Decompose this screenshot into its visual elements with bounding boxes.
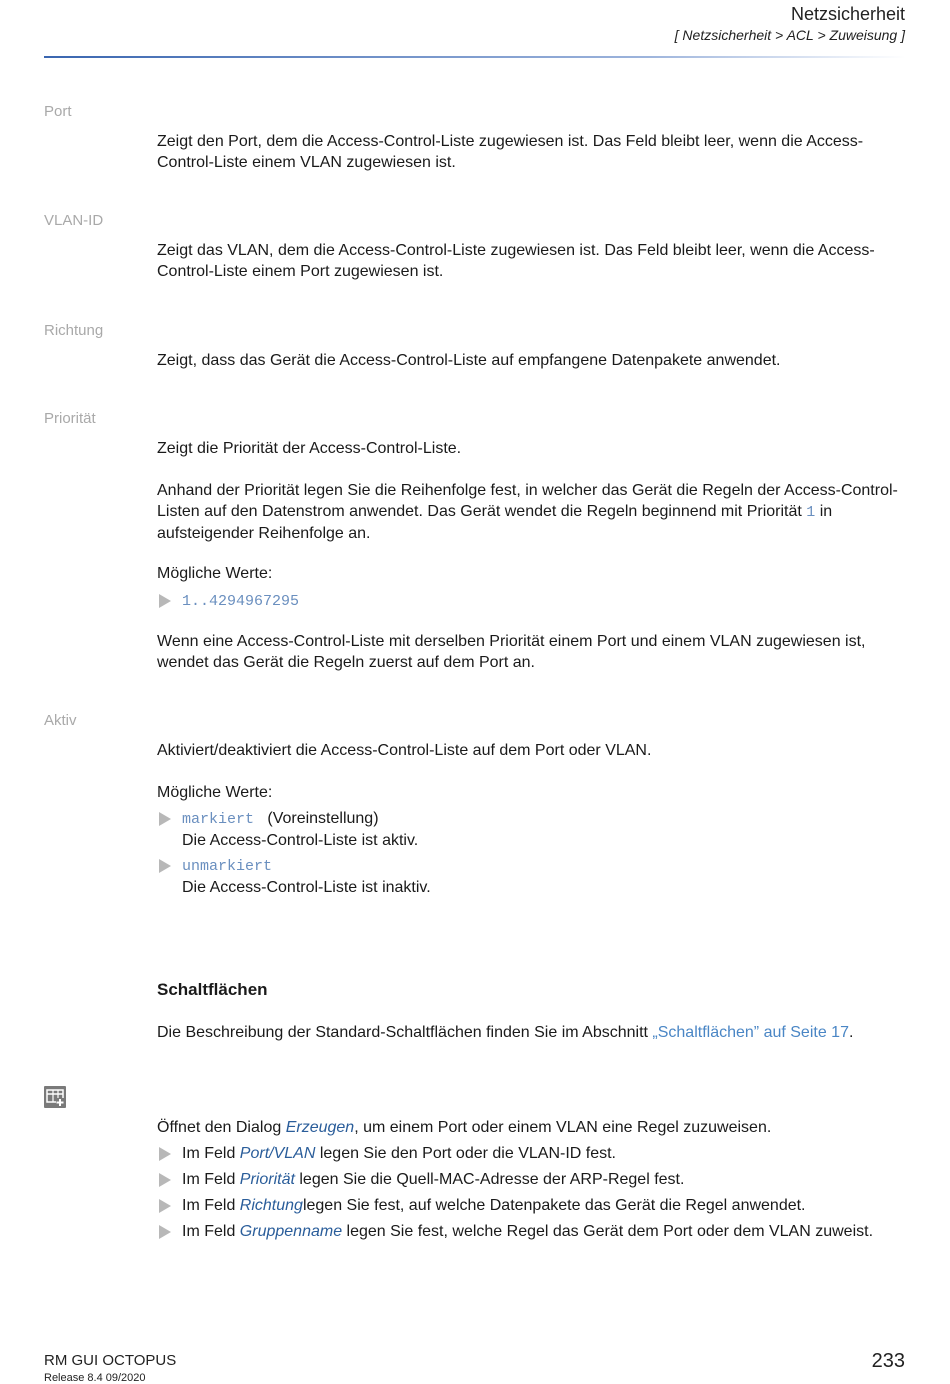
prioritaet-p2-text: Anhand der Priorität legen Sie die Reihenfolge fest, in welcher das Gerät die Regeln der Access-Control-Listen auf den Datenstrom anwendet. Das Gerät wendet die Regeln beginnend mit Priorität — [157, 482, 898, 520]
bullet-triangle-icon — [159, 1225, 171, 1239]
step-field-name: Gruppenname — [239, 1223, 343, 1240]
header-divider — [44, 56, 906, 58]
aktiv-option-unmarkiert — [157, 855, 907, 898]
dialog-name-erzeugen: Erzeugen — [285, 1119, 355, 1136]
footer-product: RM GUI OCTOPUS — [44, 1352, 177, 1369]
dialog-description-text: Öffnet den Dialog — [157, 1119, 286, 1136]
step-item — [157, 1221, 907, 1242]
bullet-triangle-icon — [159, 812, 171, 826]
step-text: legen Sie fest, auf welche Datenpakete das Gerät die Regel anwendet. — [302, 1197, 806, 1214]
prioritaet-start-value: 1 — [806, 504, 816, 521]
prioritaet-values-label: Mögliche Werte: — [157, 565, 273, 582]
step-item — [157, 1143, 907, 1164]
step-list — [157, 1143, 907, 1242]
field-label-prioritaet: Priorität — [44, 410, 96, 427]
section-heading-schaltflaechen: Schaltflächen — [157, 980, 268, 999]
bullet-triangle-icon — [159, 859, 171, 873]
prioritaet-range: 1..4294967295 — [182, 593, 300, 610]
prioritaet-p2 — [157, 480, 907, 544]
step-text: Im Feld — [182, 1171, 240, 1188]
aktiv-p1: Aktiviert/deaktiviert die Access-Control-Liste auf dem Port oder VLAN. — [157, 742, 652, 759]
field-label-aktiv: Aktiv — [44, 712, 77, 729]
option-markiert-desc: Die Access-Control-Liste ist aktiv. — [182, 832, 419, 849]
step-text: Im Feld — [182, 1145, 240, 1162]
prioritaet-p1: Zeigt die Priorität der Access-Control-Liste. — [157, 440, 462, 457]
option-markiert-note: (Voreinstellung) — [267, 810, 379, 827]
aktiv-option-markiert — [157, 808, 907, 851]
option-unmarkiert-desc: Die Access-Control-Liste ist inaktiv. — [182, 879, 431, 896]
bullet-triangle-icon — [159, 1147, 171, 1161]
prioritaet-p3: Wenn eine Access-Control-Liste mit derselben Priorität einem Port und einem VLAN zugewiesen ist, wendet das Gerät die Regeln zuerst auf dem Port an. — [157, 633, 866, 671]
bullet-triangle-icon — [159, 1173, 171, 1187]
field-label-port: Port — [44, 103, 72, 120]
prioritaet-p2-text-end: in aufsteigender Reihenfolge an. — [157, 503, 833, 542]
create-dialog-icon — [44, 1086, 66, 1108]
step-item — [157, 1169, 907, 1190]
schaltflaechen-intro-text: Die Beschreibung der Standard-Schaltflächen finden Sie im Abschnitt — [157, 1024, 653, 1041]
aktiv-values-label: Mögliche Werte: — [157, 784, 273, 801]
prioritaet-value-item — [157, 590, 907, 612]
bullet-triangle-icon — [159, 1199, 171, 1213]
breadcrumb: [ Netzsicherheit > ACL > Zuweisung ] — [674, 27, 905, 43]
step-text: Im Feld — [182, 1223, 240, 1240]
footer-release: Release 8.4 09/2020 — [44, 1372, 146, 1384]
port-description: Zeigt den Port, dem die Access-Control-Liste zugewiesen ist. Das Feld bleibt leer, wenn die Access-Control-Liste einem VLAN zugewiesen ist. — [157, 133, 864, 171]
schaltflaechen-intro-end: . — [848, 1024, 854, 1041]
step-text: legen Sie die Quell-MAC-Adresse der ARP-Regel fest. — [294, 1171, 685, 1188]
field-label-richtung: Richtung — [44, 322, 104, 339]
page-number: 233 — [871, 1350, 905, 1372]
step-field-name: Priorität — [239, 1171, 295, 1188]
option-unmarkiert-code: unmarkiert — [182, 858, 273, 875]
dialog-description-end: , um einem Port oder einem VLAN eine Regel zuzuweisen. — [354, 1119, 772, 1136]
schaltflaechen-intro — [157, 1022, 907, 1043]
vlan-description: Zeigt das VLAN, dem die Access-Control-Liste zugewiesen ist. Das Feld bleibt leer, wenn die Access-Control-Liste einem Port zugewiesen ist. — [157, 242, 875, 280]
option-markiert-code: markiert — [182, 811, 255, 828]
step-text: Im Feld — [182, 1197, 240, 1214]
step-text: legen Sie fest, welche Regel das Gerät dem Port oder dem VLAN zuweist. — [342, 1223, 874, 1240]
step-field-name: Port/VLAN — [239, 1145, 316, 1162]
dialog-description — [157, 1117, 907, 1138]
step-field-name: Richtung — [239, 1197, 303, 1214]
field-label-vlan-id: VLAN-ID — [44, 212, 104, 229]
step-text: legen Sie den Port oder die VLAN-ID fest. — [315, 1145, 616, 1162]
page-header-title: Netzsicherheit — [790, 4, 905, 24]
richtung-description: Zeigt, dass das Gerät die Access-Control-Liste auf empfangene Datenpakete anwendet. — [157, 352, 781, 369]
step-item — [157, 1195, 907, 1216]
bullet-triangle-icon — [159, 594, 171, 608]
schaltflaechen-page-link[interactable]: „Schaltflächen” auf Seite 17 — [652, 1024, 849, 1041]
